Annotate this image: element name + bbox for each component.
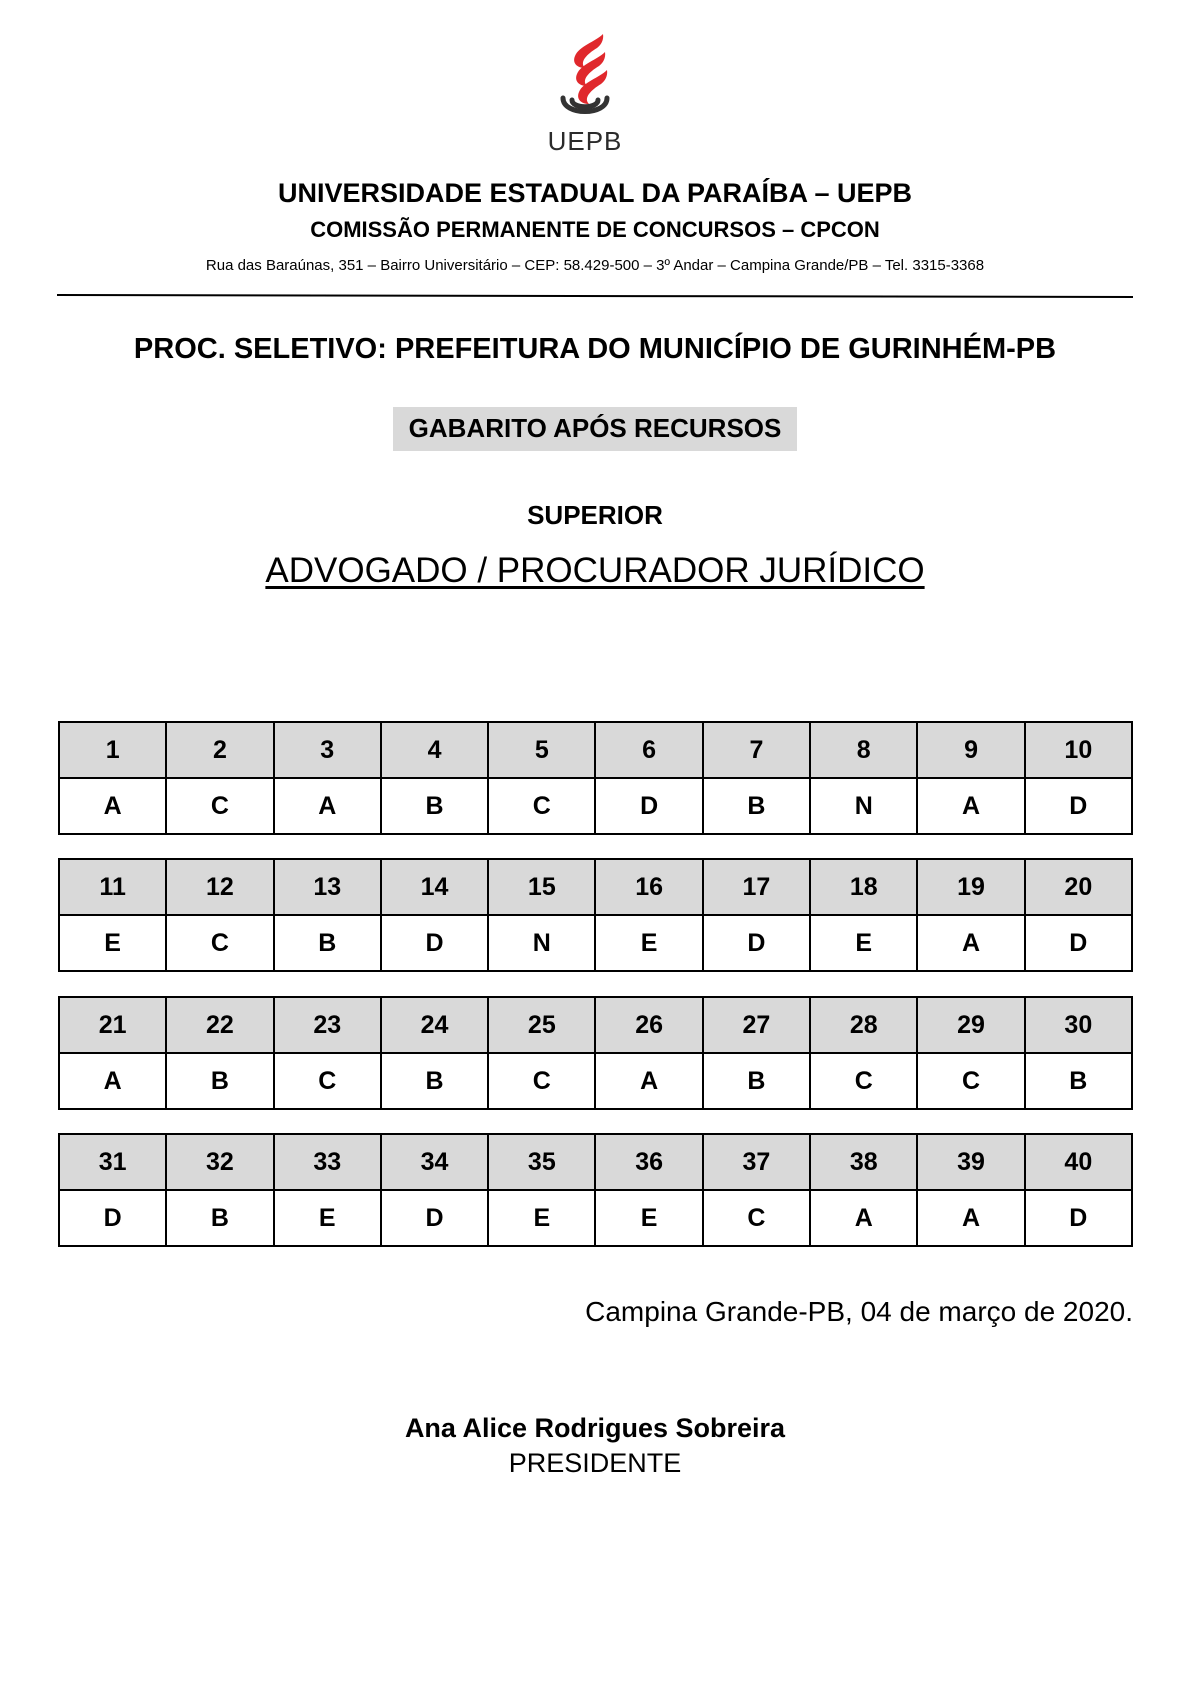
- question-number: 3: [274, 722, 381, 778]
- answer-cell: D: [381, 915, 488, 971]
- answer-cell: E: [595, 1190, 702, 1246]
- answer-cell: B: [1025, 1053, 1132, 1109]
- answer-cell: E: [488, 1190, 595, 1246]
- question-number: 31: [59, 1134, 166, 1190]
- question-number: 21: [59, 997, 166, 1053]
- answer-table-3: [58, 996, 1133, 1110]
- question-number: 8: [810, 722, 917, 778]
- header-divider: [57, 294, 1133, 298]
- question-number: 18: [810, 859, 917, 915]
- question-number: 13: [274, 859, 381, 915]
- question-number: 6: [595, 722, 702, 778]
- answer-table-2: [58, 858, 1133, 972]
- question-number: 10: [1025, 722, 1132, 778]
- answer-cell: D: [59, 1190, 166, 1246]
- answer-cell: C: [917, 1053, 1024, 1109]
- answer-cell: D: [381, 1190, 488, 1246]
- answer-cell: A: [59, 1053, 166, 1109]
- answer-cell: C: [703, 1190, 810, 1246]
- answer-cell: N: [488, 915, 595, 971]
- answer-cell: C: [274, 1053, 381, 1109]
- answer-cell: E: [595, 915, 702, 971]
- answer-cell: B: [381, 1053, 488, 1109]
- answer-cell: C: [810, 1053, 917, 1109]
- answer-cell: C: [166, 778, 273, 834]
- question-number: 27: [703, 997, 810, 1053]
- answer-cell: A: [917, 778, 1024, 834]
- answer-key-badge: GABARITO APÓS RECURSOS: [393, 407, 798, 451]
- answer-table-4: [58, 1133, 1133, 1247]
- signer-role: PRESIDENTE: [508, 1448, 682, 1478]
- answer-row: [59, 1053, 1132, 1109]
- question-number: 7: [703, 722, 810, 778]
- question-number: 17: [703, 859, 810, 915]
- address-line: Rua das Baraúnas, 351 – Bairro Universitário – CEP: 58.429-500 – 3º Andar – Campina Grande/PB – Tel. 3315-3368: [205, 257, 985, 274]
- question-number: 5: [488, 722, 595, 778]
- answer-cell: B: [703, 778, 810, 834]
- answer-cell: N: [810, 778, 917, 834]
- question-number: 23: [274, 997, 381, 1053]
- answer-cell: A: [917, 915, 1024, 971]
- answer-cell: D: [1025, 778, 1132, 834]
- uepb-logo: [545, 32, 625, 162]
- signer-name: Ana Alice Rodrigues Sobreira: [404, 1413, 786, 1443]
- question-number: 36: [595, 1134, 702, 1190]
- answer-cell: E: [274, 1190, 381, 1246]
- process-title: PROC. SELETIVO: PREFEITURA DO MUNICÍPIO DE GURINHÉM-PB: [133, 333, 1057, 365]
- answer-cell: A: [595, 1053, 702, 1109]
- question-number: 16: [595, 859, 702, 915]
- uepb-flame-icon: [545, 32, 625, 127]
- answer-cell: E: [810, 915, 917, 971]
- answer-cell: A: [810, 1190, 917, 1246]
- question-number: 26: [595, 997, 702, 1053]
- answer-cell: B: [166, 1190, 273, 1246]
- answer-cell: E: [59, 915, 166, 971]
- question-number: 15: [488, 859, 595, 915]
- question-number: 38: [810, 1134, 917, 1190]
- answer-cell: D: [703, 915, 810, 971]
- question-number: 9: [917, 722, 1024, 778]
- answer-cell: A: [274, 778, 381, 834]
- question-number: 11: [59, 859, 166, 915]
- answer-cell: B: [274, 915, 381, 971]
- answer-row: [59, 915, 1132, 971]
- logo-text: UEPB: [547, 126, 623, 156]
- question-number: 2: [166, 722, 273, 778]
- question-number: 33: [274, 1134, 381, 1190]
- question-number: 30: [1025, 997, 1132, 1053]
- question-number: 12: [166, 859, 273, 915]
- answer-row: [59, 778, 1132, 834]
- job-title: ADVOGADO / PROCURADOR JURÍDICO: [265, 551, 925, 590]
- question-number: 37: [703, 1134, 810, 1190]
- answer-cell: D: [1025, 915, 1132, 971]
- question-number: 35: [488, 1134, 595, 1190]
- question-number: 34: [381, 1134, 488, 1190]
- answer-cell: C: [488, 778, 595, 834]
- level-label: SUPERIOR: [527, 500, 663, 530]
- badge-container: [0, 407, 1190, 451]
- question-number-row: [59, 722, 1132, 778]
- document-date: Campina Grande-PB, 04 de março de 2020.: [585, 1296, 1133, 1327]
- answer-cell: B: [166, 1053, 273, 1109]
- answer-cell: A: [59, 778, 166, 834]
- question-number: 32: [166, 1134, 273, 1190]
- answer-cell: D: [595, 778, 702, 834]
- answer-cell: C: [488, 1053, 595, 1109]
- university-name: UNIVERSIDADE ESTADUAL DA PARAÍBA – UEPB: [277, 178, 913, 208]
- answer-cell: C: [166, 915, 273, 971]
- answer-cell: A: [917, 1190, 1024, 1246]
- question-number: 19: [917, 859, 1024, 915]
- commission-name: COMISSÃO PERMANENTE DE CONCURSOS – CPCON: [310, 217, 880, 242]
- question-number: 39: [917, 1134, 1024, 1190]
- answer-cell: B: [703, 1053, 810, 1109]
- question-number: 22: [166, 997, 273, 1053]
- question-number-row: [59, 859, 1132, 915]
- answer-table-1: [58, 721, 1133, 835]
- question-number: 24: [381, 997, 488, 1053]
- answer-cell: B: [381, 778, 488, 834]
- question-number-row: [59, 1134, 1132, 1190]
- question-number: 20: [1025, 859, 1132, 915]
- answer-cell: D: [1025, 1190, 1132, 1246]
- question-number: 40: [1025, 1134, 1132, 1190]
- question-number-row: [59, 997, 1132, 1053]
- question-number: 14: [381, 859, 488, 915]
- answer-row: [59, 1190, 1132, 1246]
- question-number: 25: [488, 997, 595, 1053]
- question-number: 4: [381, 722, 488, 778]
- question-number: 28: [810, 997, 917, 1053]
- question-number: 29: [917, 997, 1024, 1053]
- question-number: 1: [59, 722, 166, 778]
